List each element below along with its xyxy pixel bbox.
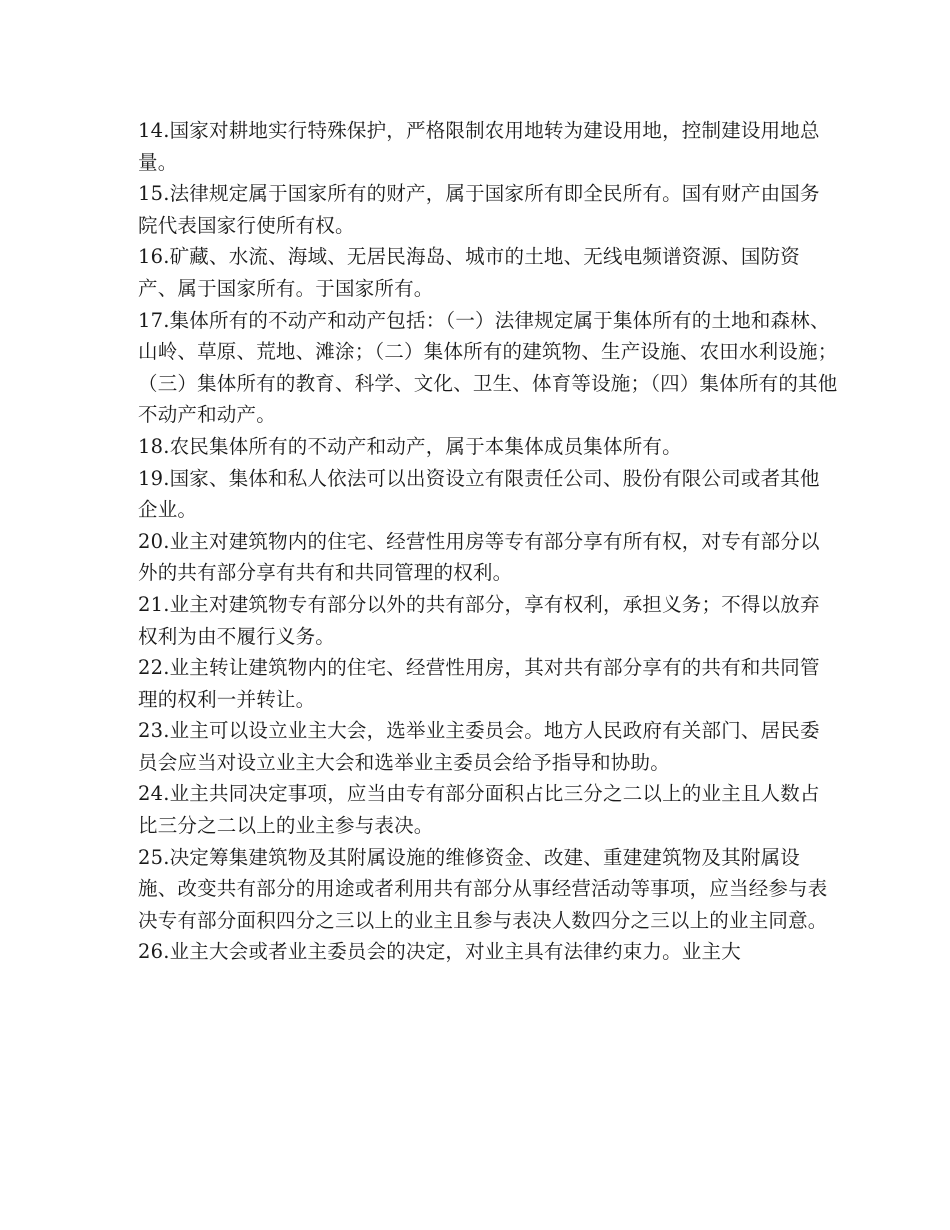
paragraph-14: 14.国家对耕地实行特殊保护，严格限制农用地转为建设用地，控制建设用地总量。 — [138, 119, 820, 174]
paragraph-17: 17.集体所有的不动产和动产包括：（一）法律规定属于集体所有的土地和森林、山岭、草原、荒地、滩涂；（二）集体所有的建筑物、生产设施、农田水利设施；（三）集体所有的教育、科学、文化、卫生、体育等设施；（四）集体所有的其他不动产和动产。 — [138, 308, 838, 427]
paragraph-20: 20.业主对建筑物内的住宅、经营性用房等专有部分享有所有权，对专有部分以外的共有部分享有共有和共同管理的权利。 — [138, 529, 820, 585]
paragraph-19: 19.国家、集体和私人依法可以出资设立有限责任公司、股份有限公司或者其他企业。 — [138, 466, 820, 522]
paragraph-15: 15.法律规定属于国家所有的财产，属于国家所有即全民所有。国有财产由国务院代表国家行使所有权。 — [138, 182, 820, 237]
paragraph-18: 18.农民集体所有的不动产和动产，属于本集体成员集体所有。 — [138, 434, 682, 458]
paragraph-22: 22.业主转让建筑物内的住宅、经营性用房，其对共有部分享有的共有和共同管理的权利一并转让。 — [138, 656, 820, 711]
document-body — [138, 115, 838, 968]
paragraph-23: 23.业主可以设立业主大会，选举业主委员会。地方人民政府有关部门、居民委员会应当对设立业主大会和选举业主委员会给予指导和协助。 — [138, 719, 820, 774]
paragraph-26: 26.业主大会或者业主委员会的决定，对业主具有法律约束力。业主大 — [138, 940, 741, 964]
paragraph-25: 25.决定筹集建筑物及其附属设施的维修资金、改建、重建建筑物及其附属设施、改变共有部分的用途或者利用共有部分从事经营活动等事项，应当经参与表决专有部分面积四分之三以上的业主且参与表决人数四分之三以上的业主同意。 — [138, 845, 828, 932]
paragraph-24: 24.业主共同决定事项，应当由专有部分面积占比三分之二以上的业主且人数占比三分之二以上的业主参与表决。 — [138, 782, 820, 838]
paragraph-16: 16.矿藏、水流、海域、无居民海岛、城市的土地、无线电频谱资源、国防资产、属于国家所有。于国家所有。 — [138, 245, 801, 300]
paragraph-21: 21.业主对建筑物专有部分以外的共有部分，享有权利，承担义务；不得以放弃权利为由不履行义务。 — [138, 592, 820, 648]
